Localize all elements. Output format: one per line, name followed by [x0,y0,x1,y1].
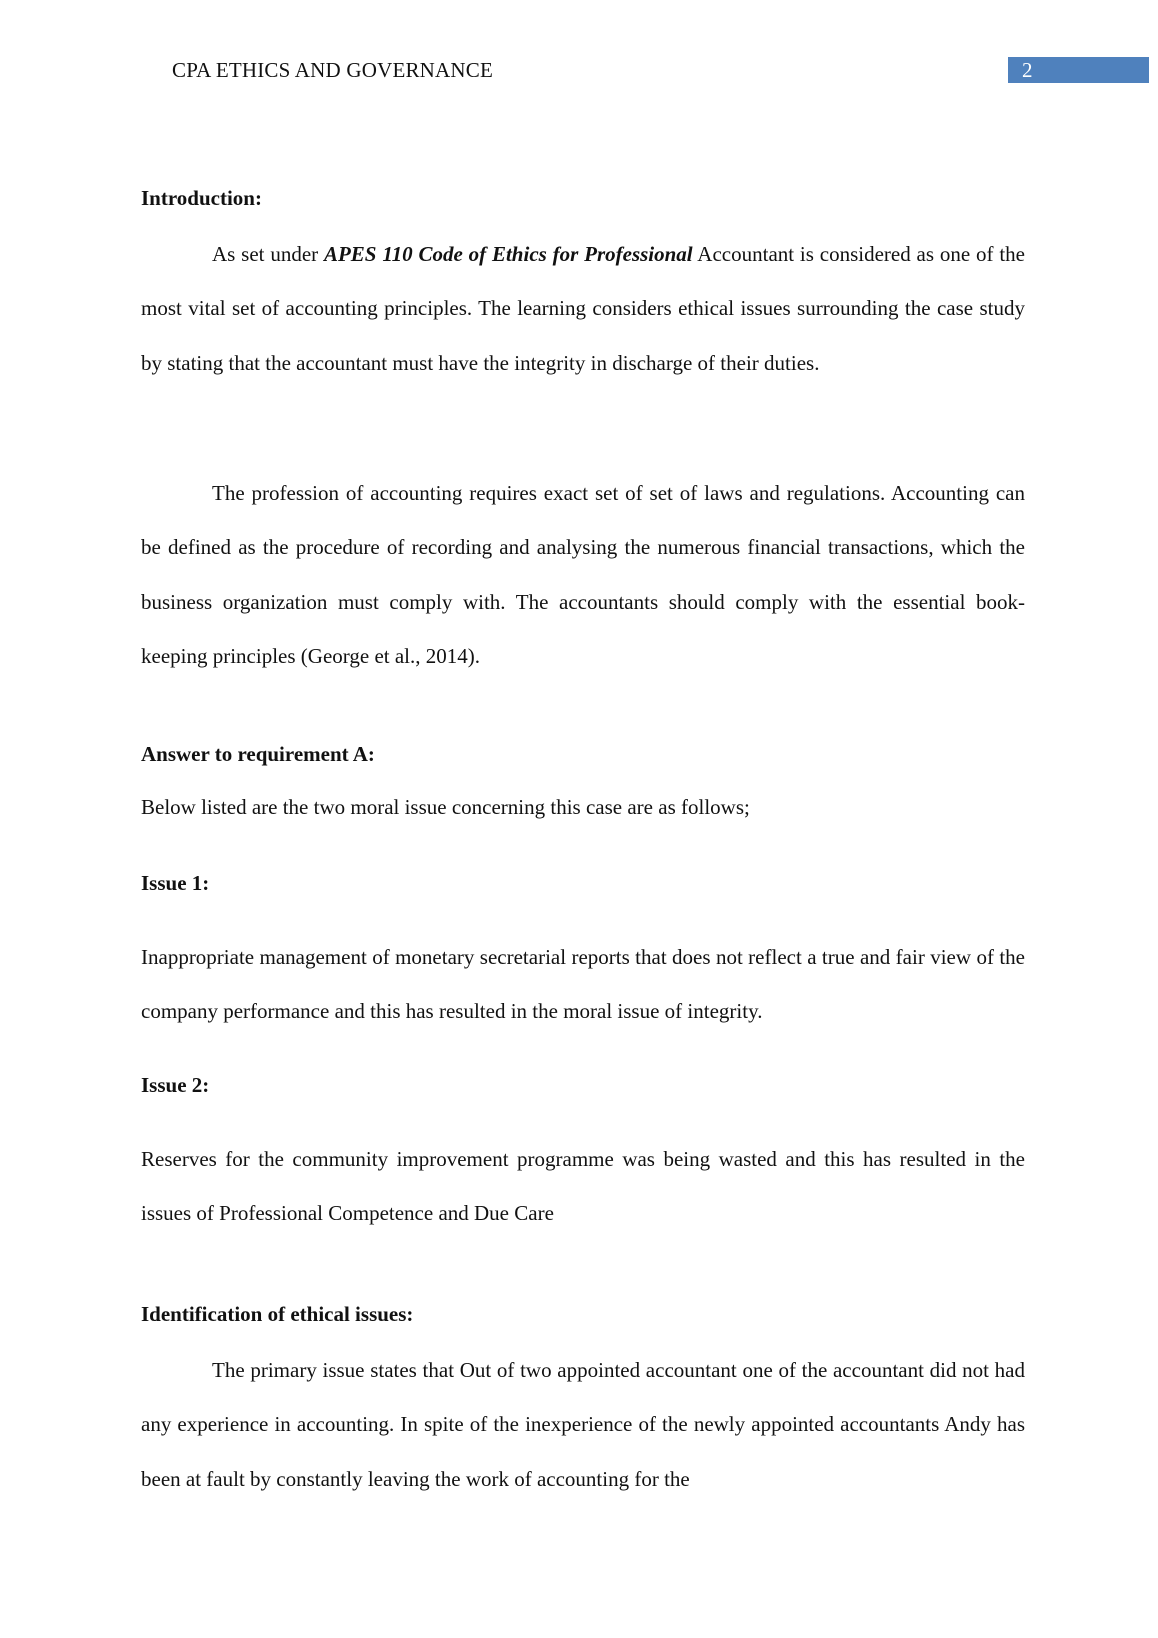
intro-p1-rest: Accountant is considered as one of the most vital set of accounting principles. The learning considers ethical issues surrounding the case study by stating that the accountant must have the integrity in discharge of their duties. [141,242,1026,375]
page-number: 2 [1008,57,1149,83]
requirement-a-lead: Below listed are the two moral issue concerning this case are as follows; [141,795,750,819]
issue-1-text: Inappropriate management of monetary secretarial reports that does not reflect a true and fair view of the company performance and this has resulted in the moral issue of integrity. [141,945,1025,1024]
identification-paragraph-1: The primary issue states that Out of two appointed accountant one of the accountant did not had any experience in accounting. In spite of the inexperience of the newly appointed accountants Andy has been at fault by constantly leaving the work of accounting for the [141,1358,1025,1491]
issue-2-text: Reserves for the community improvement programme was being wasted and this has resulted in the issues of Professional Competence and Due Care [141,1147,1025,1226]
issue-2-heading: Issue 2: [141,1073,210,1097]
identification-heading: Identification of ethical issues: [141,1302,414,1326]
issue-1-heading: Issue 1: [141,871,210,895]
introduction-paragraph-2: The profession of accounting requires exact set of set of laws and regulations. Accounting can be defined as the procedure of recording and analysing the numerous financial transactions, which the business organization must comply with. The accountants should comply with the essential book-keeping principles (George et al., 2014). [141,481,1025,668]
intro-p1-lead: As set under [212,242,324,266]
introduction-heading: Introduction: [141,186,262,210]
apes-110-title: APES 110 Code of Ethics for Professional [323,242,693,266]
requirement-a-heading: Answer to requirement A: [141,742,375,766]
introduction-paragraph-1 [141,227,1025,390]
running-header-title: CPA ETHICS AND GOVERNANCE [172,58,494,82]
